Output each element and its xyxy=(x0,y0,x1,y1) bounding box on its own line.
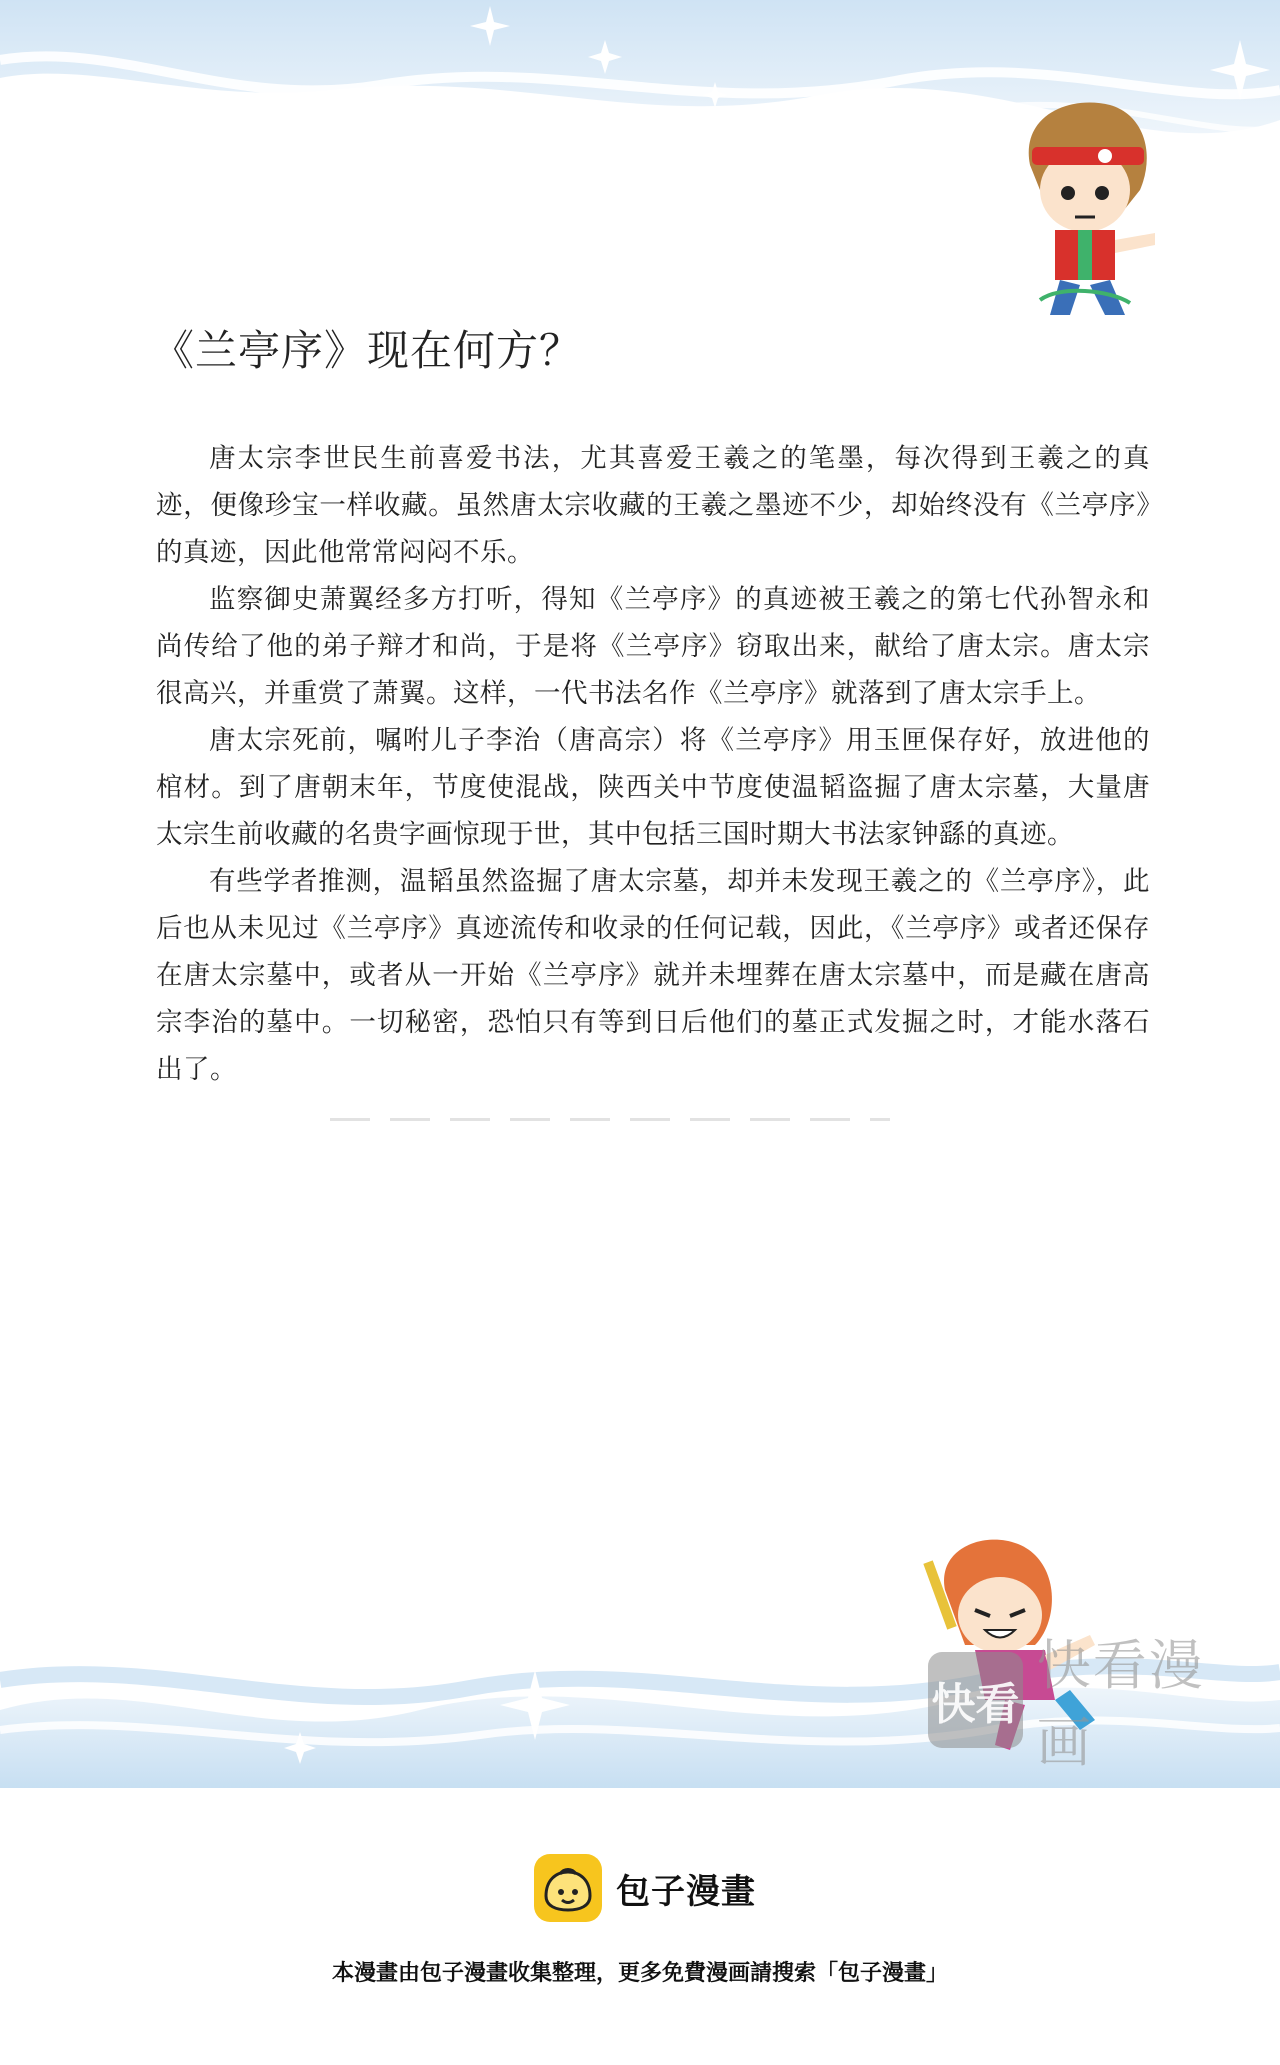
chibi-boy-illustration xyxy=(1010,95,1160,325)
watermark-logo: 快看 xyxy=(928,1652,1023,1748)
brand[interactable] xyxy=(532,1852,756,1924)
article-body xyxy=(156,435,1150,1093)
article-title: 《兰亭序》现在何方？ xyxy=(152,326,583,375)
watermark xyxy=(928,1634,1258,1774)
article-paragraph: 监察御史萧翼经多方打听，得知《兰亭序》的真迹被王羲之的第七代孙智永和尚传给了他的弟子辩才和尚，于是将《兰亭序》窃取出来，献给了唐太宗。唐太宗很高兴，并重赏了萧翼。这样，一代书法名作《兰亭序》就落到了唐太宗手上。 xyxy=(156,584,1150,709)
footer xyxy=(0,1788,1280,2065)
watermark-text: 快看漫画 xyxy=(1036,1634,1205,1774)
article-paragraph: 唐太宗李世民生前喜爱书法，尤其喜爱王羲之的笔墨，每次得到王羲之的真迹，便像珍宝一样收藏。虽然唐太宗收藏的王羲之墨迹不少，却始终没有《兰亭序》的真迹，因此他常常闷闷不乐。 xyxy=(156,443,1150,568)
article-paragraph: 唐太宗死前，嘱咐儿子李治（唐高宗）将《兰亭序》用玉匣保存好，放进他的棺材。到了唐朝末年，节度使混战，陕西关中节度使温韬盗掘了唐太宗墓，大量唐太宗生前收藏的名贵字画惊现于世，其中包括三国时期大书法家钟繇的真迹。 xyxy=(156,725,1150,850)
bun-logo-icon xyxy=(532,1852,604,1924)
article-paragraph: 有些学者推测，温韬虽然盗掘了唐太宗墓，却并未发现王羲之的《兰亭序》，此后也从未见过《兰亭序》真迹流传和收录的任何记载，因此，《兰亭序》或者还保存在唐太宗墓中，或者从一开始《兰亭序》就并未埋葬在唐太宗墓中，而是藏在唐高宗李治的墓中。一切秘密，恐怕只有等到日后他们的墓正式发掘之时，才能水落石出了。 xyxy=(156,866,1150,1085)
scan-artifact-line xyxy=(330,1118,890,1121)
footer-note: 本漫畫由包子漫畫收集整理，更多免費漫画請搜索「包子漫畫」 xyxy=(331,1961,948,1986)
brand-name: 包子漫畫 xyxy=(616,1871,756,1912)
